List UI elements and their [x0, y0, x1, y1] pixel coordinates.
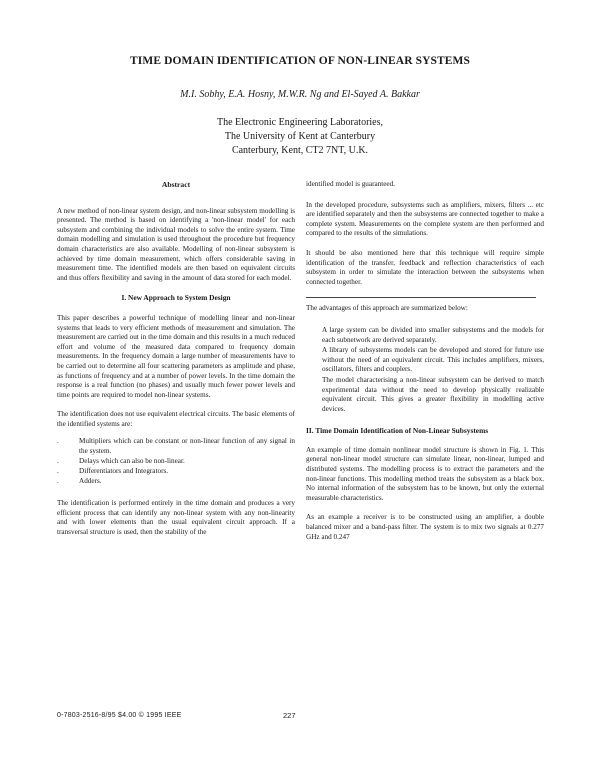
list-item — [57, 457, 295, 467]
list-item: A large system can be divided into smaller subsystems and the models for each subnetwork are derived separately. — [322, 325, 544, 344]
section-1-paragraph: The identification does not use equivalent electrical circuits. The basic elements of the identified systems are: — [57, 410, 295, 428]
list-item-text: Multipliers which can be constant or non-linear function of any signal in the system. — [79, 437, 295, 456]
affiliation — [0, 116, 600, 158]
section-1-paragraph: In the developed procedure, subsystems such as amplifiers, mixers, filters ... etc are identified separately and then the subsystems are connected together to make a complete system. Measurements on the complete system are then performed and compared to the results of the simulations. — [306, 200, 544, 238]
continued-paragraph: identified model is guaranteed. — [306, 180, 396, 188]
bullet-mark: . — [57, 457, 59, 466]
list-item — [57, 437, 295, 456]
affiliation-line: The University of Kent at Canterbury — [224, 131, 376, 142]
section-1-paragraph: It should be also mentioned here that this technique will require simple identification of the transfer, feedback and reflection characteristics of each subsystem in order to simulate the interaction between the subsystems when connected together. — [306, 248, 544, 286]
section-1-paragraph: The advantages of this approach are summarized below: — [306, 304, 468, 313]
left-column — [57, 180, 295, 547]
right-column — [306, 180, 544, 552]
list-item — [57, 467, 295, 477]
page-number: 227 — [283, 711, 296, 720]
list-item-text: Delays which can also be non-linear. — [79, 457, 185, 466]
affiliation-line: Canterbury, Kent, CT2 7NT, U.K. — [231, 145, 369, 156]
section-2-paragraph: An example of time domain nonlinear model structure is shown in Fig. 1. This general non-linear model structure can simulate linear, non-linear, lumped and distributed systems. The modelling process is to extract the parameters and the non-linear functions. This modelling method treats the subsystem as a black box. No internal information of the subsystem has to be known, but only the external measurable characteristics. — [306, 445, 544, 502]
element-list — [57, 437, 295, 486]
list-item — [57, 477, 295, 487]
author-list: M.I. Sobhy, E.A. Hosny, M.W.R. Ng and El-Sayed A. Bakkar — [180, 89, 420, 100]
list-item: The model characterising a non-linear subsystem can be derived to match experimental data without the need to develop physically realizable equivalent circuit. This gives a greater flexibility in modelling active devices. — [322, 375, 544, 413]
copyright-line: 0-7803-2516-8/95 $4.00 © 1995 IEEE — [57, 712, 182, 719]
divider — [306, 297, 536, 298]
list-item: A library of subsystems models can be developed and stored for future use without the need of an equivalent circuit. This includes amplifiers, mixers, oscillators, filters and couplers. — [322, 346, 544, 374]
list-item-text: Adders. — [79, 477, 102, 486]
section-1-paragraph: The identification is performed entirely in the time domain and produces a very efficient process that can identify any non-linear system with any non-linearity and with lower elements than the usual equivalent circuit approach. If a transversal structure is used, then the stability of the — [57, 498, 295, 536]
abstract-heading: Abstract — [161, 180, 191, 189]
affiliation-line: The Electronic Engineering Laboratories, — [216, 117, 384, 128]
list-item-text: Differentiators and Integrators. — [79, 467, 169, 476]
bullet-mark: . — [57, 437, 59, 446]
bullet-mark: . — [57, 467, 59, 476]
advantages-list — [306, 326, 544, 414]
abstract-text: A new method of non-linear system design, and non-linear subsystem modelling is presented. The method is based on identifying a 'non-linear model' for each subsystem and combining the individual models to solve the entire system. Time domain modelling and simulation is used throughout the procedure but frequency domain characteristics are also available. Modelling of non-linear subsystem is achieved by time domain measurement, which offers considerable saving in measurement time. The identified models are then based on equivalent circuits and thus offers flexibility and saving in the amount of data stored for each model. — [57, 206, 295, 282]
bullet-mark: . — [57, 477, 59, 486]
paper-title: TIME DOMAIN IDENTIFICATION OF NON-LINEAR SYSTEMS — [130, 55, 470, 67]
section-1-heading: I. New Approach to System Design — [121, 293, 231, 303]
section-1-paragraph: This paper describes a powerful technique of modelling linear and non-linear systems that leads to very efficient methods of measurement and simulation. The measurement are carried out in the time domain and this results in a much reduced effort and volume of the measured data compared to frequency domain measurements. In the frequency domain a large number of measurements have to be carried out to determine all four scattering parameters as amplitude and phase, as functions of frequency and at a number of power levels. In the time domain the response is a real function (no phases) and usually much fewer power levels and time points are required to model non-linear systems. — [57, 313, 295, 399]
section-2-paragraph: As an example a receiver is to be constructed using an amplifier, a double balanced mixer and a band-pass filter. The system is to mix two signals at 0.277 GHz and 0.247 — [306, 513, 544, 541]
section-2-heading: II. Time Domain Identification of Non-Linear Subsystems — [306, 426, 489, 436]
